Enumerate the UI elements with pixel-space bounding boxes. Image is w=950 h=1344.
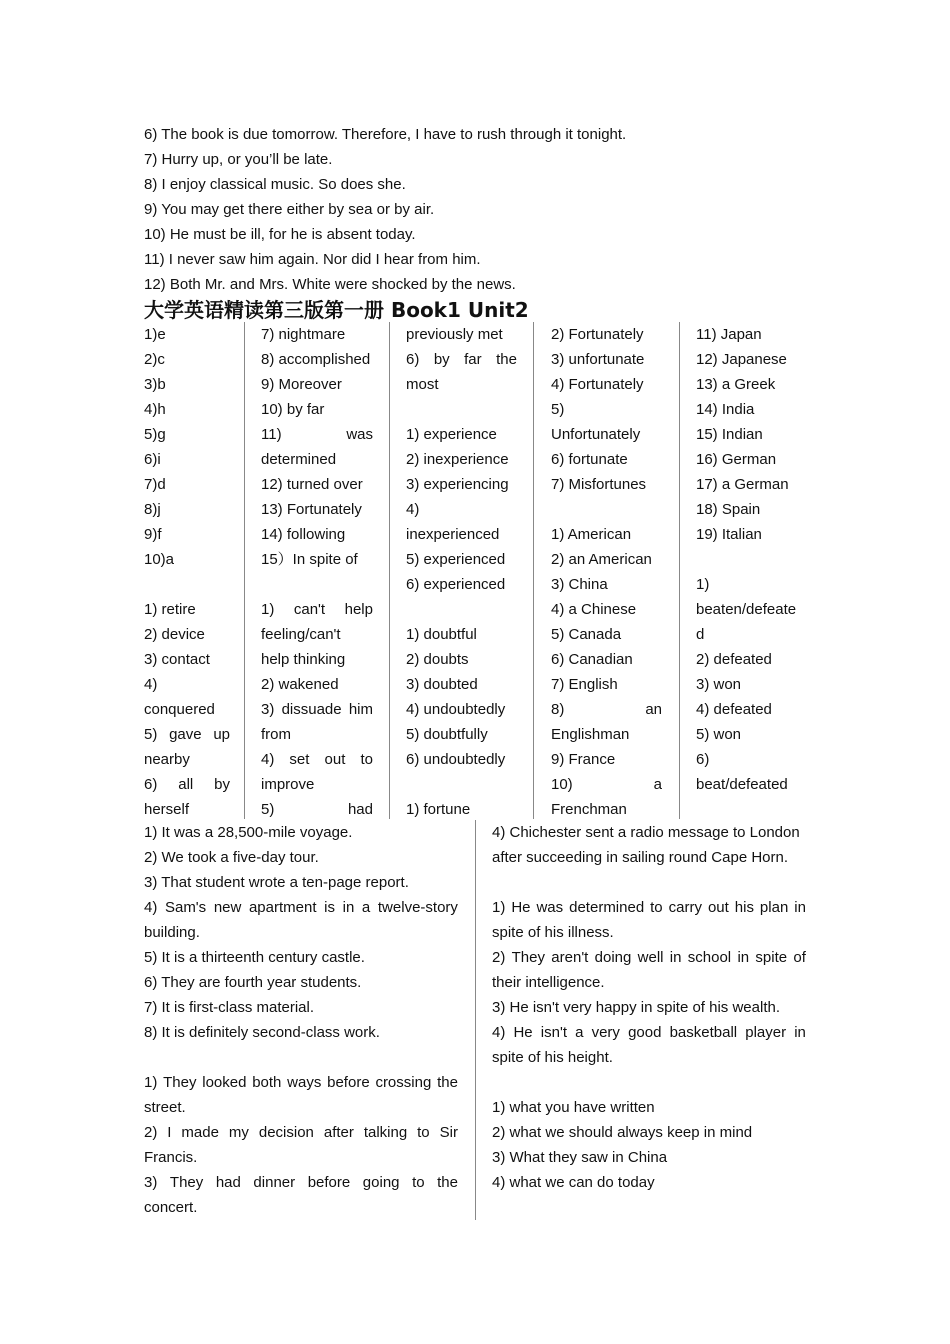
answer-line: Englishman: [551, 726, 630, 743]
bottom-left-answers: [144, 820, 458, 1220]
answer-line: 1): [696, 576, 710, 593]
word: He: [511, 899, 531, 916]
word: gave: [169, 726, 202, 743]
answer-line: 4)h: [144, 401, 166, 418]
answer-line: [261, 747, 373, 772]
answer-line: 2)c: [144, 351, 165, 368]
word: carry: [668, 899, 702, 916]
sentence-line: 8) I enjoy classical music. So does she.: [144, 176, 406, 193]
word: is: [324, 899, 335, 916]
sentence-line: 12) Both Mr. and Mrs. White were shocked by the news.: [144, 276, 516, 293]
word: out: [324, 751, 346, 768]
word: plan: [759, 899, 789, 916]
word: Sam's: [164, 899, 207, 916]
column-divider: [389, 322, 390, 819]
word: in: [342, 899, 355, 916]
word: after: [323, 1124, 354, 1141]
answer-line: [144, 1170, 458, 1195]
answer-line: nearby: [144, 751, 190, 768]
answer-line: 3) doubted: [406, 676, 478, 693]
answer-column-4: [551, 322, 662, 822]
answer-line: [492, 895, 806, 920]
word: player: [745, 1024, 787, 1041]
answer-line: 14) India: [696, 401, 755, 418]
word: 4): [261, 751, 275, 768]
answer-line: 6)i: [144, 451, 161, 468]
answer-line: [551, 772, 662, 797]
answer-line: 5) Canada: [551, 626, 622, 643]
answer-line: 5) It is a thirteenth century castle.: [144, 949, 365, 966]
answer-line: [406, 347, 517, 372]
answer-line: street.: [144, 1099, 186, 1116]
answer-line: 4): [144, 676, 158, 693]
answer-line: 7) nightmare: [261, 326, 346, 343]
answer-line: 7) It is first-class material.: [144, 999, 315, 1016]
column-divider: [533, 322, 534, 819]
answer-line: Francis.: [144, 1149, 198, 1166]
answer-column-3: [406, 322, 517, 822]
word: in: [794, 899, 806, 916]
answer-line: [261, 697, 373, 722]
answer-line: from: [261, 726, 291, 743]
answer-line: 1) fortune: [406, 801, 471, 818]
word: going: [362, 1174, 400, 1191]
answer-line: building.: [144, 924, 200, 941]
word: 5): [261, 801, 275, 818]
answer-column-5: [696, 322, 808, 797]
answer-line: 4) undoubtedly: [406, 701, 506, 718]
word: had: [215, 1174, 241, 1191]
answer-line: 19) Italian: [696, 526, 762, 543]
answer-line: 15）In spite of: [261, 551, 358, 568]
answer-line: 7) English: [551, 676, 618, 693]
answer-line: 1) It was a 28,500-mile voyage.: [144, 824, 353, 841]
word: very: [591, 1024, 620, 1041]
word: talking: [363, 1124, 408, 1141]
answer-line: beaten/defeate: [696, 601, 797, 618]
answer-line: 4) a Chinese: [551, 601, 637, 618]
word: his: [734, 899, 754, 916]
answer-line: 10)a: [144, 551, 175, 568]
column-divider: [679, 322, 680, 819]
answer-line: 6): [696, 751, 710, 768]
answer-line: determined: [261, 451, 337, 468]
word: had: [347, 801, 373, 818]
answer-line: 2) device: [144, 626, 205, 643]
answer-line: improve: [261, 776, 315, 793]
word: of: [793, 949, 806, 966]
answer-line: 3) China: [551, 576, 608, 593]
answer-line: 2) We took a five-day tour.: [144, 849, 319, 866]
answer-line: 4) what we can do today: [492, 1174, 655, 1191]
answer-line: 6) Canadian: [551, 651, 633, 668]
word: help: [344, 601, 373, 618]
word: can't: [293, 601, 326, 618]
answer-line: 9) Moreover: [261, 376, 342, 393]
answer-line: 3)b: [144, 376, 166, 393]
word: made: [181, 1124, 219, 1141]
answer-line: 7)d: [144, 476, 166, 493]
answer-line: most: [406, 376, 439, 393]
answer-line: [406, 772, 517, 797]
word: good: [628, 1024, 662, 1041]
word: school: [687, 949, 732, 966]
word: the: [496, 351, 517, 368]
word: decision: [258, 1124, 314, 1141]
word: spite: [755, 949, 788, 966]
word: in: [737, 949, 750, 966]
word: 5): [144, 726, 158, 743]
answer-line: 1) doubtful: [406, 626, 477, 643]
answer-line: [551, 697, 662, 722]
word: He: [513, 1024, 533, 1041]
answer-line: 13) Fortunately: [261, 501, 362, 518]
answer-line: [696, 547, 808, 572]
answer-line: 2) an American: [551, 551, 652, 568]
answer-line: 4) Fortunately: [551, 376, 644, 393]
answer-line: 9) France: [551, 751, 616, 768]
word: isn't: [540, 1024, 567, 1041]
bottom-right-answers: [492, 820, 806, 1195]
word: 4): [492, 1024, 506, 1041]
word: 6): [406, 351, 420, 368]
word: an: [645, 701, 662, 718]
word: was: [346, 426, 373, 443]
answer-line: 3) He isn't very happy in spite of his wealth.: [492, 999, 781, 1016]
answer-line: 7) Misfortunes: [551, 476, 647, 493]
word: my: [228, 1124, 249, 1141]
answer-line: 5) doubtfully: [406, 726, 488, 743]
sentence-line: 11) I never saw him again. Nor did I hear from him.: [144, 251, 481, 268]
answer-line: 3) What they saw in China: [492, 1149, 668, 1166]
answer-line: 15) Indian: [696, 426, 763, 443]
answer-line: [261, 422, 373, 447]
answer-line: 1) American: [551, 526, 632, 543]
sentence-line: 10) He must be ill, for he is absent today.: [144, 226, 416, 243]
column-divider: [475, 820, 476, 1220]
word: a: [575, 1024, 584, 1041]
word: by: [433, 351, 450, 368]
answer-line: [261, 597, 373, 622]
word: Sir: [439, 1124, 458, 1141]
word: to: [360, 751, 373, 768]
answer-line: 16) German: [696, 451, 777, 468]
answer-line: 12) Japanese: [696, 351, 787, 368]
word: before: [307, 1174, 351, 1191]
word: 1): [261, 601, 275, 618]
word: twelve-story: [377, 899, 458, 916]
answer-line: [144, 895, 458, 920]
answer-line: 5): [551, 401, 565, 418]
answer-line: spite of his illness.: [492, 924, 614, 941]
answer-line: [406, 397, 517, 422]
word: I: [167, 1124, 172, 1141]
answer-line: [261, 572, 373, 597]
word: both: [252, 1074, 282, 1091]
word: apartment: [248, 899, 317, 916]
answer-line: 9)f: [144, 526, 162, 543]
answer-line: [492, 1020, 806, 1045]
answer-line: 1) retire: [144, 601, 196, 618]
word: a: [653, 776, 662, 793]
word: to: [417, 1124, 430, 1141]
word: basketball: [669, 1024, 738, 1041]
answer-line: 2) inexperience: [406, 451, 509, 468]
word: 3): [261, 701, 275, 718]
answer-line: 6) undoubtedly: [406, 751, 506, 768]
word: in: [669, 949, 682, 966]
answer-line: 1) experience: [406, 426, 497, 443]
answer-line: 3) That student wrote a ten-page report.: [144, 874, 409, 891]
answer-line: 13) a Greek: [696, 376, 776, 393]
word: him: [348, 701, 373, 718]
word: looked: [202, 1074, 247, 1091]
word: ways: [287, 1074, 322, 1091]
answer-line: 18) Spain: [696, 501, 761, 518]
answer-line: 8) It is definitely second-class work.: [144, 1024, 380, 1041]
answer-column-2: [261, 322, 373, 822]
sentence-line: 7) Hurry up, or you’ll be late.: [144, 151, 333, 168]
sentence-line: 6) The book is due tomorrow. Therefore, I have to rush through it tonight.: [144, 126, 627, 143]
word: They: [169, 1174, 204, 1191]
answer-line: 8)j: [144, 501, 161, 518]
word: all: [178, 776, 194, 793]
answer-line: 1)e: [144, 326, 166, 343]
answer-line: [406, 597, 517, 622]
answer-line: 4) Chichester sent a radio message to London: [492, 824, 800, 841]
answer-line: 3) won: [696, 676, 742, 693]
answer-line: [144, 1120, 458, 1145]
word: was: [536, 899, 564, 916]
word: aren't: [551, 949, 589, 966]
word: a: [361, 899, 371, 916]
answer-line: 8) accomplished: [261, 351, 371, 368]
word: out: [707, 899, 729, 916]
answer-line: conquered: [144, 701, 215, 718]
word: by: [214, 776, 230, 793]
answer-line: 4) defeated: [696, 701, 772, 718]
answer-line: Unfortunately: [551, 426, 641, 443]
answer-line: Frenchman: [551, 801, 627, 818]
answer-line: 2) doubts: [406, 651, 469, 668]
answer-line: 2) wakened: [261, 676, 339, 693]
word: 2): [492, 949, 506, 966]
answer-line: 12) turned over: [261, 476, 363, 493]
answer-line: [492, 1070, 806, 1095]
word: before: [327, 1074, 370, 1091]
word: crossing: [375, 1074, 432, 1091]
answer-line: 5) experienced: [406, 551, 506, 568]
word: the: [437, 1174, 458, 1191]
word: 3): [144, 1174, 158, 1191]
answer-line: [492, 945, 806, 970]
answer-line: 6) They are fourth year students.: [144, 974, 362, 991]
answer-line: 1) what you have written: [492, 1099, 655, 1116]
answer-line: 6) experienced: [406, 576, 506, 593]
word: new: [213, 899, 242, 916]
answer-line: 11) Japan: [696, 326, 762, 343]
answer-line: spite of his height.: [492, 1049, 613, 1066]
word: They: [511, 949, 545, 966]
word: dinner: [253, 1174, 296, 1191]
answer-line: concert.: [144, 1199, 198, 1216]
answer-line: 4): [406, 501, 420, 518]
word: 1): [144, 1074, 158, 1091]
answer-line: 14) following: [261, 526, 346, 543]
answer-line: [261, 797, 373, 822]
word: They: [163, 1074, 197, 1091]
answer-line: 2) Fortunately: [551, 326, 644, 343]
answer-line: help thinking: [261, 651, 346, 668]
answer-line: 5)g: [144, 426, 166, 443]
answer-line: 2) what we should always keep in mind: [492, 1124, 753, 1141]
answer-line: 3) experiencing: [406, 476, 509, 493]
word: to: [412, 1174, 425, 1191]
answer-line: 3) contact: [144, 651, 210, 668]
answer-line: [551, 497, 662, 522]
word: dissuade: [281, 701, 342, 718]
answer-line: their intelligence.: [492, 974, 605, 991]
answer-line: feeling/can't: [261, 626, 341, 643]
word: 2): [144, 1124, 158, 1141]
answer-line: [144, 1045, 458, 1070]
word: far: [464, 351, 482, 368]
word: in: [794, 1024, 806, 1041]
answer-line: beat/defeated: [696, 776, 788, 793]
answer-column-1: [144, 322, 230, 822]
answer-line: inexperienced: [406, 526, 500, 543]
word: 4): [144, 899, 158, 916]
answer-line: 6) fortunate: [551, 451, 628, 468]
answer-line: 10) by far: [261, 401, 325, 418]
word: 6): [144, 776, 158, 793]
answer-line: [144, 772, 230, 797]
word: 11): [261, 426, 282, 443]
word: up: [213, 726, 230, 743]
answer-line: [144, 1070, 458, 1095]
answer-line: d: [696, 626, 705, 643]
word: to: [650, 899, 663, 916]
answer-line: 5) won: [696, 726, 742, 743]
answer-line: herself: [144, 801, 190, 818]
sentence-line: 9) You may get there either by sea or by air.: [144, 201, 435, 218]
word: the: [437, 1074, 458, 1091]
word: doing: [594, 949, 632, 966]
answer-line: [144, 572, 230, 597]
unit-title: 大学英语精读第三版第一册 Book1 Unit2: [144, 298, 529, 322]
column-divider: [244, 322, 245, 819]
answer-line: [144, 722, 230, 747]
word: 1): [492, 899, 506, 916]
word: 10): [551, 776, 573, 793]
word: well: [637, 949, 664, 966]
answer-line: 2) defeated: [696, 651, 772, 668]
answer-line: 17) a German: [696, 476, 789, 493]
answer-line: 3) unfortunate: [551, 351, 645, 368]
word: 8): [551, 701, 565, 718]
answer-line: after succeeding in sailing round Cape Horn.: [492, 849, 789, 866]
word: set: [289, 751, 310, 768]
answer-line: [492, 870, 806, 895]
answer-line: previously met: [406, 326, 503, 343]
word: determined: [569, 899, 645, 916]
